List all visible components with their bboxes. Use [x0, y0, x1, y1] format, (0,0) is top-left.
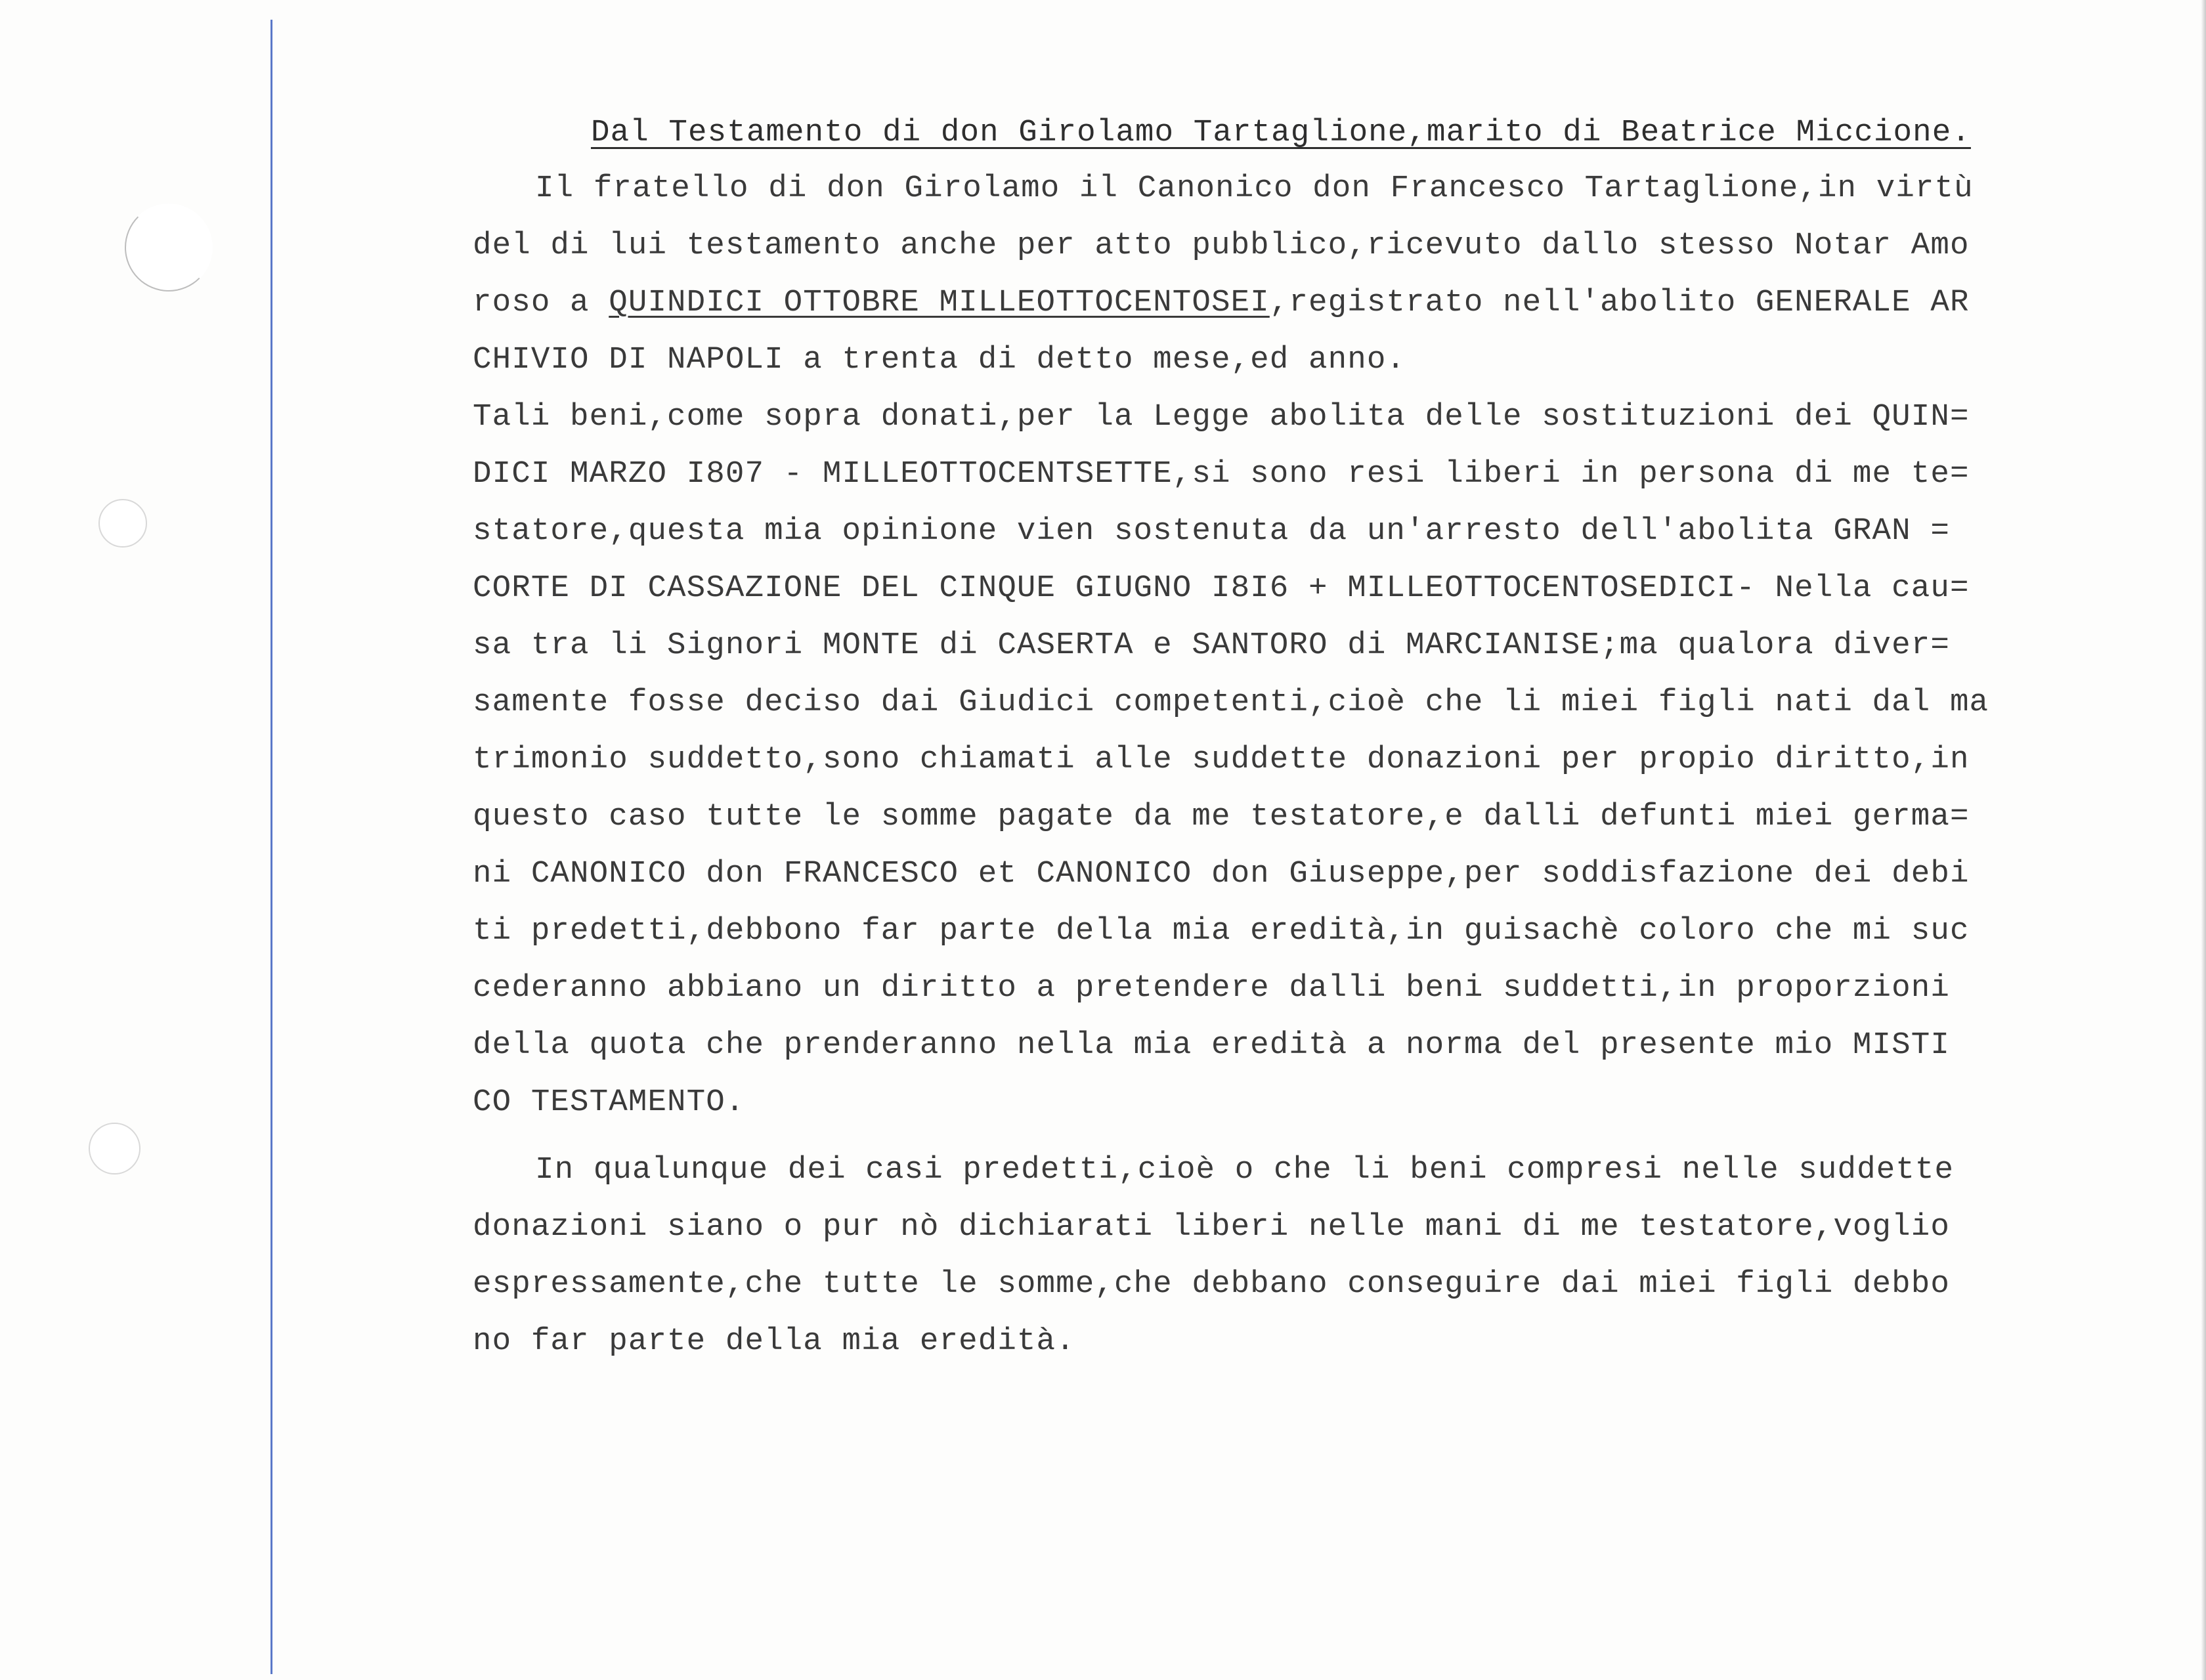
- text-line: ti predetti,debbono far parte della mia eredità,in guisachè coloro che mi suc: [473, 913, 1970, 949]
- punch-hole-mark: [125, 204, 213, 291]
- text-line: della quota che prenderanno nella mia eredità a norma del presente mio MISTI: [473, 1027, 1950, 1063]
- text-line: no far parte della mia eredità.: [473, 1324, 1075, 1359]
- text-line: In qualunque dei casi predetti,cioè o che li beni compresi nelle suddette: [535, 1152, 1955, 1188]
- text-line: cederanno abbiano un diritto a pretendere dalli beni suddetti,in proporzioni: [473, 970, 1950, 1006]
- text-fragment: ,registrato nell'abolito GENERALE AR: [1269, 285, 1970, 320]
- text-line: del di lui testamento anche per atto pubblico,ricevuto dallo stesso Notar Amo: [473, 228, 1970, 263]
- text-line: donazioni siano o pur nò dichiarati liberi nelle mani di me testatore,voglio: [473, 1209, 1950, 1245]
- text-fragment: roso a: [473, 285, 609, 320]
- text-line: CORTE DI CASSAZIONE DEL CINQUE GIUGNO I8I6 + MILLEOTTOCENTOSEDICI- Nella cau=: [473, 571, 1970, 606]
- text-line: samente fosse deciso dai Giudici competenti,cioè che li miei figli nati dal ma: [473, 685, 1989, 720]
- text-line: CHIVIO DI NAPOLI a trenta di detto mese,ed anno.: [473, 342, 1406, 377]
- document-title: Dal Testamento di don Girolamo Tartaglione,marito di Beatrice Miccione.: [591, 115, 1971, 150]
- margin-line: [270, 20, 272, 1674]
- text-line: Il fratello di don Girolamo il Canonico don Francesco Tartaglione,in virtù: [535, 171, 1974, 206]
- text-line: [473, 285, 1970, 320]
- punch-hole: [98, 499, 147, 548]
- underlined-date: QUINDICI OTTOBRE MILLEOTTOCENTOSEI: [609, 285, 1270, 320]
- punch-hole: [89, 1123, 141, 1174]
- text-line: sa tra li Signori MONTE di CASERTA e SANTORO di MARCIANISE;ma qualora diver=: [473, 628, 1950, 663]
- text-line: CO TESTAMENTO.: [473, 1085, 745, 1120]
- text-line: espressamente,che tutte le somme,che debbano conseguire dai miei figli debbo: [473, 1266, 1950, 1302]
- text-line: ni CANONICO don FRANCESCO et CANONICO don Giuseppe,per soddisfazione dei debi: [473, 856, 1970, 892]
- page-edge-shadow: [2201, 0, 2206, 1680]
- text-line: statore,questa mia opinione vien sostenuta da un'arresto dell'abolita GRAN =: [473, 513, 1950, 549]
- text-line: Tali beni,come sopra donati,per la Legge abolita delle sostituzioni dei QUIN=: [473, 399, 1970, 435]
- text-line: DICI MARZO I807 - MILLEOTTOCENTSETTE,si sono resi liberi in persona di me te=: [473, 456, 1970, 492]
- text-line: trimonio suddetto,sono chiamati alle suddette donazioni per propio diritto,in: [473, 742, 1970, 777]
- text-line: questo caso tutte le somme pagate da me testatore,e dalli defunti miei germa=: [473, 799, 1970, 834]
